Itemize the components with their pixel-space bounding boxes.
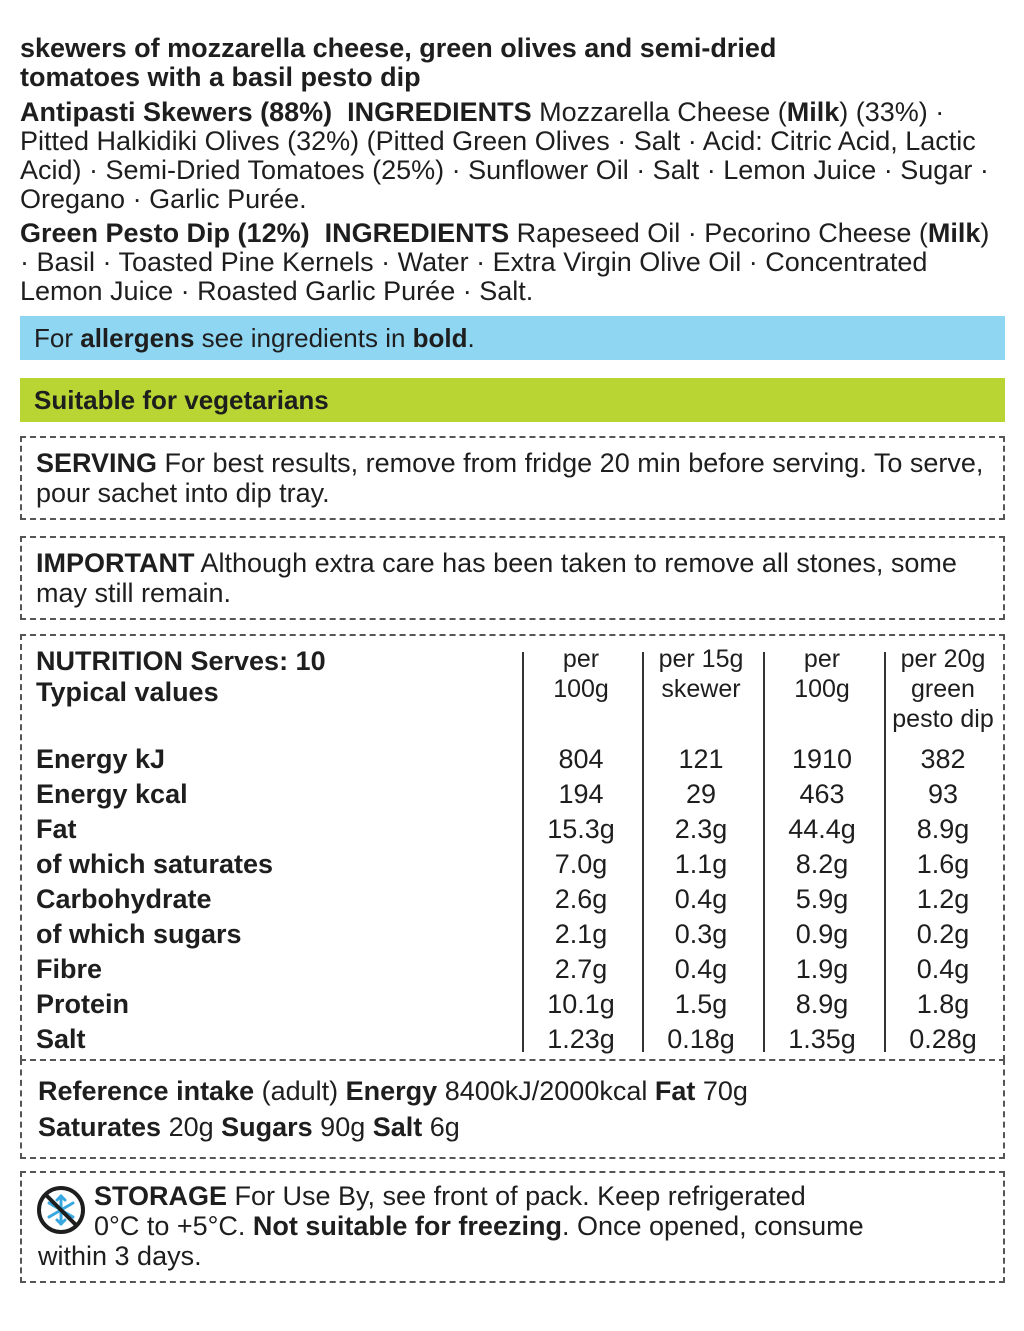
nutrition-value: 2.3g bbox=[674, 814, 728, 844]
pesto-text: Rapeseed Oil · Pecorino Cheese ( bbox=[509, 218, 928, 248]
nutrition-value: 2.1g bbox=[554, 919, 608, 949]
allergen-milk: Milk bbox=[927, 218, 981, 248]
label-page bbox=[20, 34, 1005, 1283]
nutrition-value: 2.7g bbox=[554, 954, 608, 984]
storage-box: STORAGE For Use By, see front of pack. Keep refrigerated 0°C to +5°C. Not suitable for freezing. Once opened, consume within 3 days. bbox=[20, 1171, 1005, 1283]
nutrition-row-label: Energy kJ bbox=[36, 744, 166, 774]
nutrition-value: 382 bbox=[920, 744, 966, 774]
skewers-text: Mozzarella Cheese ( bbox=[531, 97, 787, 127]
nutrition-value: 8.9g bbox=[795, 989, 849, 1019]
nutrition-value: 15.3g bbox=[547, 814, 615, 844]
nutrition-value: 1.23g bbox=[547, 1024, 615, 1054]
no-freeze-icon bbox=[36, 1185, 86, 1235]
nutrition-value: 1.8g bbox=[916, 989, 970, 1019]
nutrition-row-label: Protein bbox=[36, 989, 130, 1019]
nutrition-value: 0.18g bbox=[667, 1024, 735, 1054]
column-header: per 20g green pesto dip bbox=[892, 645, 994, 733]
pesto-text: ) · Basil · Toasted Pine Kernels · Water · Extra Virgin Olive Oil · Concentrated Lemon Juice · Roasted Garlic Purée · Salt. bbox=[20, 218, 990, 306]
nutrition-value: 194 bbox=[558, 779, 604, 809]
serving-box bbox=[20, 436, 1005, 520]
nutrition-value: 29 bbox=[685, 779, 717, 809]
nutrition-value: 8.2g bbox=[795, 849, 849, 879]
storage-heading: STORAGE bbox=[94, 1181, 228, 1211]
nutrition-value: 1.2g bbox=[916, 884, 970, 914]
title-line-1: skewers of mozzarella cheese, green olives and semi-dried bbox=[20, 33, 777, 63]
important-heading: IMPORTANT bbox=[36, 548, 195, 578]
nutrition-row-label: Salt bbox=[36, 1024, 86, 1054]
nutrition-value: 121 bbox=[678, 744, 724, 774]
important-text: Although extra care has been taken to remove all stones, some may still remain. bbox=[36, 548, 957, 608]
nutrition-row-label: Energy kcal bbox=[36, 779, 188, 809]
nutrition-row-label: Carbohydrate bbox=[36, 884, 212, 914]
column-header: per 100g bbox=[553, 645, 609, 703]
allergen-band: For allergens see ingredients in bold. bbox=[20, 316, 1005, 360]
nutrition-value: 93 bbox=[927, 779, 959, 809]
nutrition-value: 0.3g bbox=[674, 919, 728, 949]
nutrition-value: 1.5g bbox=[674, 989, 728, 1019]
title-line-2: tomatoes with a basil pesto dip bbox=[20, 62, 421, 92]
nutrition-value: 0.4g bbox=[674, 884, 728, 914]
pesto-ingredients bbox=[20, 219, 1005, 306]
nutrition-value: 0.4g bbox=[674, 954, 728, 984]
product-title bbox=[20, 34, 1005, 92]
column-header: per 15g skewer bbox=[658, 645, 744, 703]
nutrition-table bbox=[20, 634, 1005, 1061]
nutrition-heading: NUTRITION Serves: 10 Typical values bbox=[36, 646, 326, 707]
nutrition-value: 10.1g bbox=[547, 989, 615, 1019]
allergen-milk: Milk bbox=[786, 97, 840, 127]
serving-text: For best results, remove from fridge 20 min before serving. To serve, pour sachet into dip tray. bbox=[36, 448, 984, 508]
nutrition-value: 1.9g bbox=[795, 954, 849, 984]
nutrition-row-label: of which saturates bbox=[36, 849, 274, 879]
nutrition-value: 1.35g bbox=[788, 1024, 856, 1054]
nutrition-value: 0.2g bbox=[916, 919, 970, 949]
nutrition-value: 2.6g bbox=[554, 884, 608, 914]
nutrition-value: 8.9g bbox=[916, 814, 970, 844]
skewers-ingredients-heading: INGREDIENTS bbox=[347, 97, 532, 127]
nutrition-value: 0.28g bbox=[909, 1024, 977, 1054]
nutrition-value: 463 bbox=[799, 779, 845, 809]
important-box bbox=[20, 536, 1005, 620]
vegetarian-band: Suitable for vegetarians bbox=[20, 378, 1005, 422]
nutrition-value: 0.4g bbox=[916, 954, 970, 984]
pesto-ingredients-heading: INGREDIENTS bbox=[324, 218, 510, 248]
nutrition-row-label: Fibre bbox=[36, 954, 103, 984]
reference-intake: Reference intake (adult) Energy 8400kJ/2000kcal Fat 70g Saturates 20g Sugars 90g Salt 6g bbox=[20, 1059, 1005, 1159]
skewers-text: ) (33%) · Pitted Halkidiki Olives (32%) (Pitted Green Olives · Salt · Acid: Citric Acid, Lactic Acid) · Semi-Dried Tomatoes (25%) · Sunflower Oil · Salt · Lemon Juice · Sugar · Oregano · Garlic Purée. bbox=[20, 97, 989, 214]
nutrition-value: 7.0g bbox=[554, 849, 608, 879]
skewer-ingredients bbox=[20, 98, 1005, 214]
skewers-title: Antipasti Skewers (88%) bbox=[20, 97, 333, 127]
nutrition-value: 1.6g bbox=[916, 849, 970, 879]
nutrition-value: 1910 bbox=[791, 744, 853, 774]
pesto-title: Green Pesto Dip (12%) bbox=[20, 218, 310, 248]
nutrition-value: 0.9g bbox=[795, 919, 849, 949]
nutrition-value: 804 bbox=[558, 744, 604, 774]
column-header: per 100g bbox=[794, 645, 850, 703]
nutrition-value: 5.9g bbox=[795, 884, 849, 914]
nutrition-value: 1.1g bbox=[674, 849, 728, 879]
serving-heading: SERVING bbox=[36, 448, 158, 478]
nutrition-value: 44.4g bbox=[788, 814, 856, 844]
nutrition-row-label: Fat bbox=[36, 814, 77, 844]
nutrition-row-label: of which sugars bbox=[36, 919, 242, 949]
